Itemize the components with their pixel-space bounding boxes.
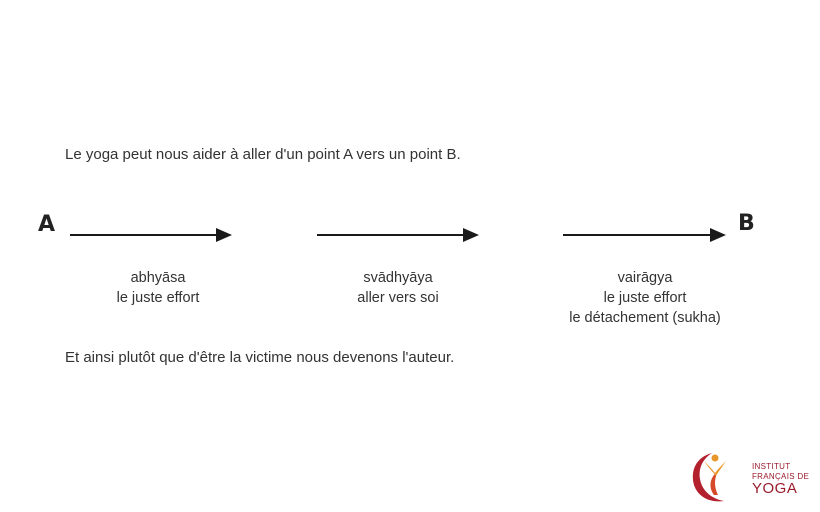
logo-text-line2: FRANÇAIS DE [752,472,810,481]
arrow-head-icon [710,228,726,242]
step-meaning: le juste effort [603,290,687,306]
point-a-label: A [38,212,56,237]
logo-text-line1: INSTITUT [752,462,791,471]
point-b-label: B [738,211,755,236]
arrow-shaft [317,234,465,236]
arrow-shaft [70,234,218,236]
step-term: svādhyāya [363,270,433,286]
step-label-abhyasa [38,268,278,308]
arrow-vairagya [563,228,726,242]
step-meaning-extra: le détachement (sukha) [569,310,721,326]
intro-text: Le yoga peut nous aider à aller d'un point A vers un point B. [65,146,461,163]
institut-logo [684,449,814,505]
yoga-figure-icon [684,449,746,505]
step-term: abhyāsa [130,270,186,286]
arrow-abhyasa [70,228,232,242]
step-meaning: aller vers soi [357,290,439,306]
step-term: vairāgya [617,270,673,286]
step-meaning: le juste effort [116,290,200,306]
logo-text-line3: YOGA [752,480,798,497]
arrow-head-icon [216,228,232,242]
step-label-vairagya [525,268,765,328]
arrow-svadhyaya [317,228,479,242]
arrow-head-icon [463,228,479,242]
arrow-shaft [563,234,712,236]
outro-text: Et ainsi plutôt que d'être la victime nous devenons l'auteur. [65,349,455,366]
step-label-svadhyaya [278,268,518,308]
